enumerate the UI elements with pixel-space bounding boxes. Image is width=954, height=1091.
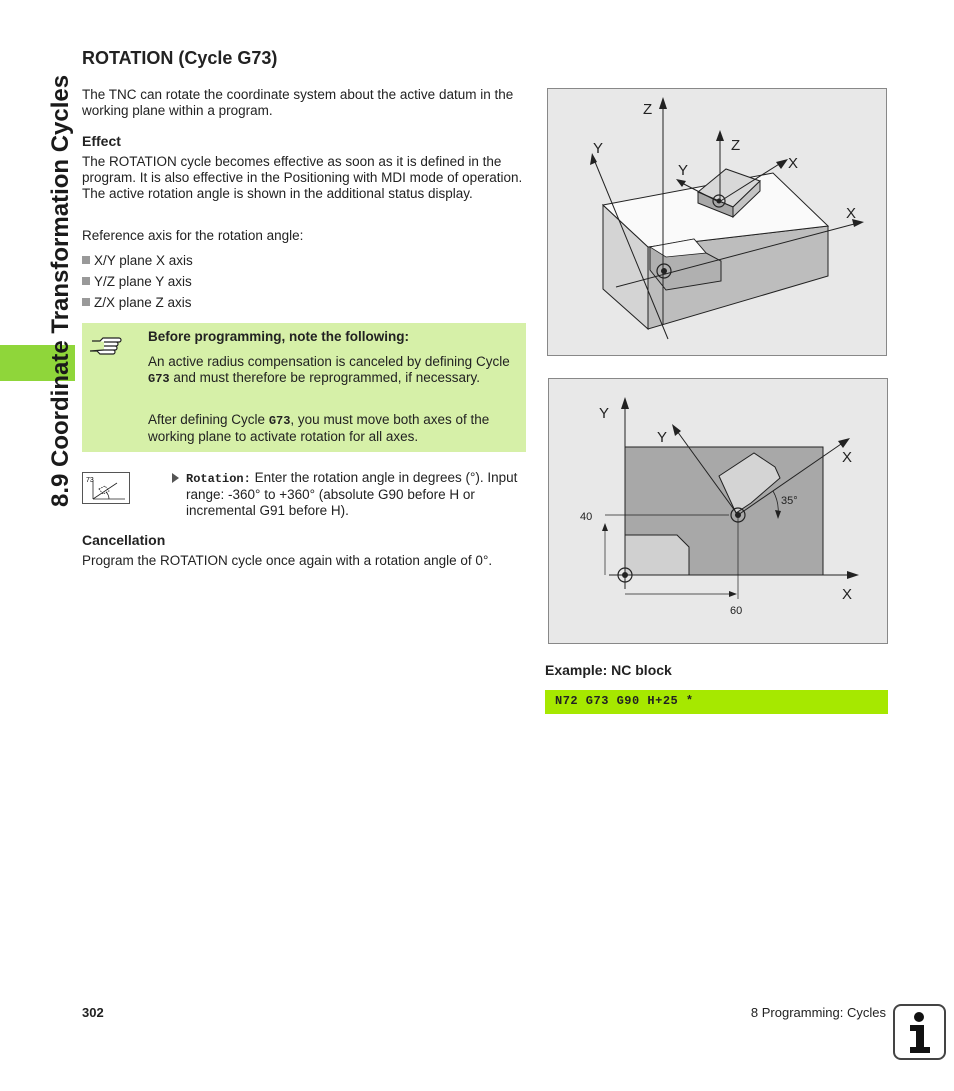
axis-label-y: Y [599, 405, 610, 422]
axis-label-z-rotated: Z [731, 137, 741, 154]
info-icon[interactable] [893, 1004, 946, 1060]
note-box [82, 323, 526, 452]
triangle-bullet-icon [172, 473, 179, 483]
list-item [82, 295, 192, 311]
axis-label-x-rotated: X [788, 155, 799, 172]
note-heading: Before programming, note the following: [148, 329, 409, 344]
param-name: Rotation: [186, 472, 251, 486]
effect-heading: Effect [82, 133, 121, 149]
bullet-text: Z/X plane Z axis [94, 295, 192, 310]
cycle-code: G73 [148, 372, 170, 386]
note-paragraph-1 [148, 354, 518, 387]
note-paragraph-2 [148, 412, 518, 445]
axis-label-y: Y [593, 140, 604, 157]
bullet-square-icon [82, 256, 90, 264]
axis-label-x-rotated: X [842, 449, 853, 466]
dimension-y-label: 40 [580, 511, 593, 523]
page-number: 302 [82, 1005, 104, 1020]
list-item [82, 253, 193, 269]
bullet-text: X/Y plane X axis [94, 253, 193, 268]
nc-block-example [545, 690, 888, 714]
reference-axis-label: Reference axis for the rotation angle: [82, 228, 304, 243]
axis-label-y-rotated: Y [657, 429, 668, 446]
rotation-parameter [172, 470, 527, 519]
cancellation-heading: Cancellation [82, 532, 166, 548]
effect-paragraph: The ROTATION cycle becomes effective as soon as it is defined in the program. It is also effective in the Positioning with MDI mode of operation. The active rotation angle is shown in the additional status display. [82, 154, 523, 201]
nc-block-code: N72 G73 G90 H+25 * [555, 694, 694, 708]
note-text: An active radius compensation is canceled by defining Cycle [148, 354, 510, 369]
rotation-3d-figure [547, 88, 887, 356]
note-text: , you must move both axes of the working plane to activate rotation for all axes. [148, 412, 490, 444]
cancellation-paragraph: Program the ROTATION cycle once again with a rotation angle of 0°. [82, 553, 493, 568]
cycle-code: G73 [268, 414, 291, 428]
intro-paragraph: The TNC can rotate the coordinate system about the active datum in the working plane within a program. [82, 87, 514, 118]
rotation-angle-label: 35° [781, 495, 798, 507]
axis-label-x: X [842, 586, 853, 603]
bullet-square-icon [82, 277, 90, 285]
bullet-text: Y/Z plane Y axis [94, 274, 192, 289]
example-heading: Example: NC block [545, 662, 672, 678]
note-text: After defining Cycle [148, 412, 269, 427]
list-item [82, 274, 192, 290]
rotation-2d-figure [548, 378, 888, 644]
bullet-square-icon [82, 298, 90, 306]
dimension-x-label: 60 [730, 605, 743, 617]
axis-label-z: Z [643, 101, 653, 118]
side-chapter-title [44, 55, 74, 510]
side-chapter-title-text: 8.9 Coordinate Transformation Cycles [47, 74, 74, 507]
softkey-label: 73 [86, 477, 94, 484]
param-description: Enter the rotation angle in degrees (°). Input range: -360° to +360° (absolute G90 before H or incremental G91 before H). [186, 470, 518, 518]
note-text: and must therefore be reprogrammed, if necessary. [169, 370, 481, 385]
axis-label-x: X [846, 205, 857, 222]
rotation-softkey-icon [82, 472, 130, 504]
page-title: ROTATION (Cycle G73) [82, 48, 278, 68]
chapter-footer: 8 Programming: Cycles [750, 1005, 886, 1020]
axis-label-y-rotated: Y [678, 162, 689, 179]
pointing-hand-icon [90, 331, 126, 357]
